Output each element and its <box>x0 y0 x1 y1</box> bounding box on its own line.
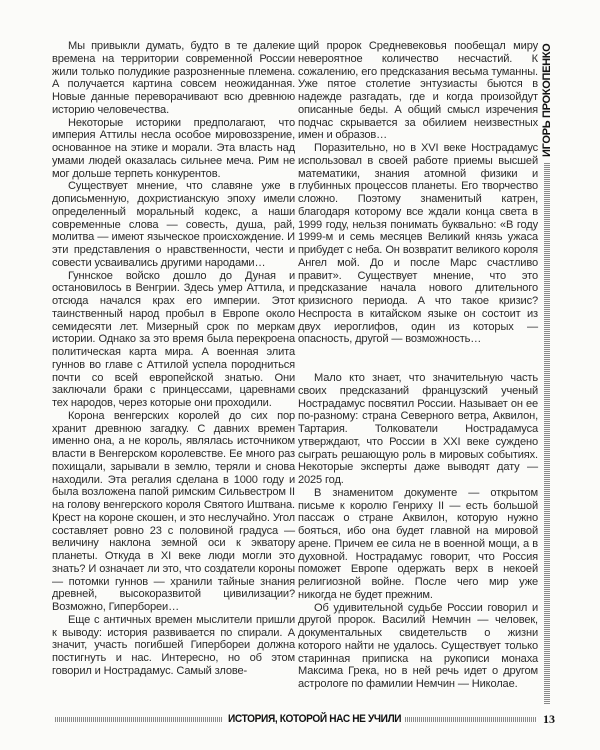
author-name: ИГОРЬ ПРОКОПЕНКО <box>541 43 553 157</box>
paragraph: Существует мнение, что славяне уже в дописьменную, дохристианскую эпоху имели определенный моральный кодекс, а наши современные слова — совесть, душа, рай, молитва — имеют языческое происхождение. И эти представления о нравственности, чести и совести усваивались другими народами… <box>52 180 295 269</box>
paragraph: Мы привыкли думать, будто в те далекие времена на территории современной России жили только полудикие разрозненные племена. А получается картина совсем неожиданная. Новые данные переворачивают всю древнюю историю человечества. <box>52 40 295 116</box>
hatched-rule <box>405 717 536 722</box>
paragraph: В знаменитом документе — открытом письме к королю Генриху II — есть большой пассаж о стране Аквилон, которую нужно бояться, ибо она будет главной на мировой арене. Причем ее сила не в военной мощи, а в духовной. Нострадамус говорит, что Россия поможет Европе одержать верх в некоей религиозной войне. После чего мир уже никогда не будет прежним. <box>298 486 538 601</box>
hatched-rule <box>55 717 223 722</box>
paragraph: Еще с античных времен мыслители пришли к выводу: история развивается по спирали. А значит, участь погибшей Гипербореи должна постигнуть и нас. Интересно, но об этом говорил и Нострадамус. Самый злове- <box>52 613 295 677</box>
author-sidebar <box>541 44 553 704</box>
left-text-column <box>52 40 295 678</box>
page-number: 13 <box>543 712 555 726</box>
hatched-rule <box>544 162 550 704</box>
paragraph: Некоторые историки предполагают, что империя Аттилы несла особое мировоззрение, основанное на этике и морали. Эта власть над умами людей оказалась сильнее меча. Рим не мог дольше терпеть конкурентов. <box>52 116 295 180</box>
right-text-column <box>298 40 538 691</box>
paragraph-continuation: щий пророк Средневековья пообещал миру невероятное количество несчастий. К сожалению, его предсказания весьма туманны. Уже пятое столетие энтузиасты бьются в надежде разгадать, где и когда произойдут описанные беды. А общий смысл изречения подчас скрывается за обилием неизвестных имен и образов… <box>298 40 538 142</box>
section-gap <box>298 346 538 372</box>
paragraph: Мало кто знает, что значительную часть своих предсказаний французский ученый Нострадамус посвятил России. Называет он ее по-разному: страна Северного ветра, Аквилон, Тартария. Толкователи Нострадамуса утверждают, что России в XXI веке суждено сыграть решающую роль в мировых событиях. Некоторые эксперты даже выводят дату — 2025 год. <box>298 372 538 486</box>
paragraph: Поразительно, но в XVI веке Нострадамус использовал в своей работе приемы высшей математики, знания атомной физики и глубинных процессов планеты. Его творчество сложно. Поэтому знаменитый катрен, благодаря которому все ждали конца света в 1999 году, нельзя понимать буквально: «В году 1999-м и семь месяцев Великий князь ужаса прибудет с неба. Он возвратит великого короля Ангел мой. До и после Марс счастливо правит». Существует мнение, что это предсказание начала нового длительного кризисного периода. А что такое кризис? Неспроста в китайском языке он состоит из двух иероглифов, один из которых — опасность, другой — возможность… <box>298 142 538 346</box>
paragraph: Гуннское войско дошло до Дуная и остановилось в Венгрии. Здесь умер Аттила, и отсюда начался крах его империи. Этот таинственный народ пробыл в Европе около семидесяти лет. Мизерный срок по меркам истории. Однако за это время была перекроена политическая карта мира. А военная элита гуннов во главе с Аттилой успела породниться почти со всей европейской знатью. Они заключали браки с принцессами, царевнами тех народов, через которые они проходили. <box>52 269 295 409</box>
paragraph: Об удивительной судьбе России говорил и другой пророк. Василий Немчин — человек, документальных свидетельств о жизни которого найти не удалось. Существует только старинная приписка на рукописи монаха Максима Грека, но в ней речь идет о другом астрологе по фамилии Немчин — Николае. <box>298 601 538 690</box>
paragraph: Корона венгерских королей до сих пор хранит древнюю загадку. С давних времен именно она, а не король, являлась источником власти в Венгерском королевстве. Ее много раз похищали, зарывали в землю, теряли и снова находили. Эта регалия сделана в 1000 году и была возложена папой римским Сильвестром II на голову венгерского короля Святого Иштвана. Крест на короне скошен, и это неслучайно. Угол составляет ровно 23 с половиной градуса — величину наклона земной оси к экватору планеты. Откуда в XI веке люди могли это знать? И означает ли это, что создатели короны — потомки гуннов — хранили тайные знания древней, высокоразвитой цивилизации? Возможно, Гипербореи… <box>52 409 295 613</box>
running-title: ИСТОРИЯ, КОТОРОЙ НАС НЕ УЧИЛИ <box>228 713 402 725</box>
page-footer <box>55 712 555 728</box>
